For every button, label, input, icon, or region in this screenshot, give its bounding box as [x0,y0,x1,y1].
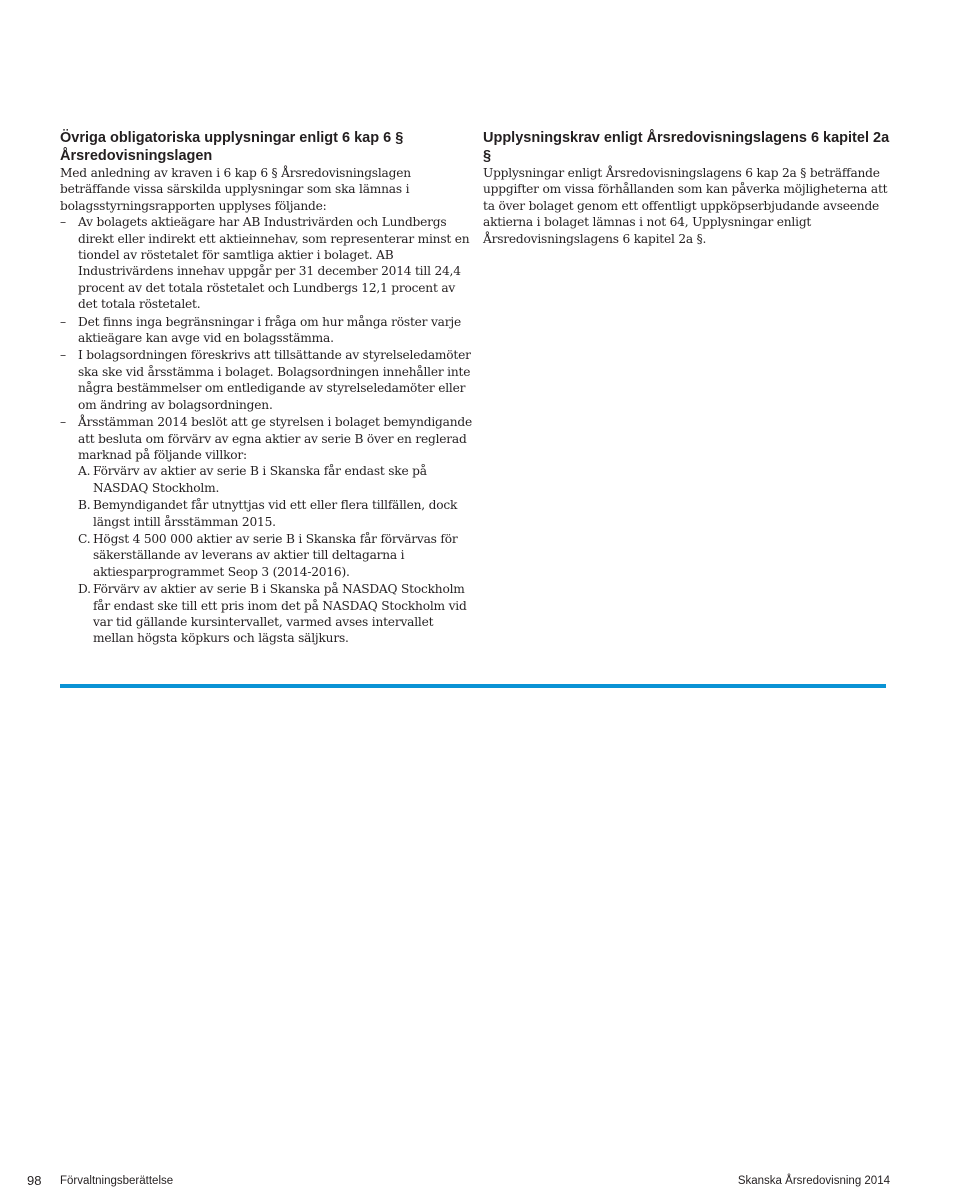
right-heading: Upplysningskrav enligt Årsredovisningslagens 6 kapitel 2a § [483,130,890,164]
condition-letter: A. [78,464,91,479]
authorization-intro: Årsstämman 2014 beslöt att ge styrelsen i bolaget bemyndigande att besluta om förvärv av egna aktier av serie B över en reglerad marknad på följande villkor: [78,415,472,462]
condition-item [78,581,476,647]
condition-text: Förvärv av aktier av serie B i Skanska får endast ske på NASDAQ Stockholm. [93,464,427,495]
right-body: Upplysningar enligt Årsredovisningslagens 6 kap 2a § beträffande uppgifter om vissa förhållanden som kan påverka möjligheterna att ta över bolaget genom ett offentligt uppköpserbjudande avseende aktierna i bolaget lämnas i not 64, Upplysningar enligt Årsredovisningslagens 6 kapitel 2a §. [483,166,888,246]
left-column [60,129,476,648]
condition-item [78,497,476,530]
condition-text: Bemyndigandet får utnyttjas vid ett eller flera tillfällen, dock längst intill årsstämman 2015. [93,498,458,529]
footer-section: Förvaltningsberättelse [60,1175,174,1187]
page-number: 98 [27,1173,42,1188]
left-intro: Med anledning av kraven i 6 kap 6 § Årsredovisningslagen beträffande vissa särskilda upplysningar som ska lämnas i bolagsstyrningsrapporten upplyses följande: [60,166,411,213]
list-item: – Det finns inga begränsningar i fråga om hur många röster varje aktieägare kan avge vid en bolagsstämma. [60,314,476,347]
condition-letter: D. [78,582,91,597]
condition-letter: B. [78,498,91,513]
list-item: – Av bolagets aktieägare har AB Industrivärden och Lundbergs direkt eller indirekt ett aktieinnehav, som representerar minst en tiondel av röstetalet för samtliga aktier i bolaget. AB Industrivärdens innehav uppgår per 31 december 2014 till 24,4 procent av det totala röstetalet och Lundbergs 12,1 procent av det totala röstetalet. [60,214,476,312]
condition-item [78,531,476,580]
footer-report-title: Skanska Årsredovisning 2014 [737,1175,890,1187]
list-item: – I bolagsordningen föreskrivs att tillsättande av styrelseledamöter ska ske vid årsstämma i bolaget. Bolagsordningen innehåller inte några bestämmelser om entledigande av styrelseledamöter eller om ändring av bolagsordningen. [60,347,476,413]
list-item [60,414,476,647]
section-divider [60,684,886,688]
left-heading: Övriga obligatoriska upplysningar enligt 6 kap 6 § Årsredovisningslagen [60,130,404,164]
condition-item [78,463,476,496]
right-column [483,129,893,247]
condition-text: Högst 4 500 000 aktier av serie B i Skanska får förvärvas för säkerställande av leverans av aktier till deltagarna i aktiesparprogrammet Seop 3 (2014-2016). [93,531,458,579]
conditions-list [78,463,476,646]
disclosure-list [60,214,476,647]
condition-text: Förvärv av aktier av serie B i Skanska på NASDAQ Stockholm får endast ske till ett pris inom det på NASDAQ Stockholm vid var tid gällande kursintervallet, varmed avses intervallet mellan högsta köpkurs och lägsta säljkurs. [93,582,467,646]
condition-letter: C. [78,531,91,546]
